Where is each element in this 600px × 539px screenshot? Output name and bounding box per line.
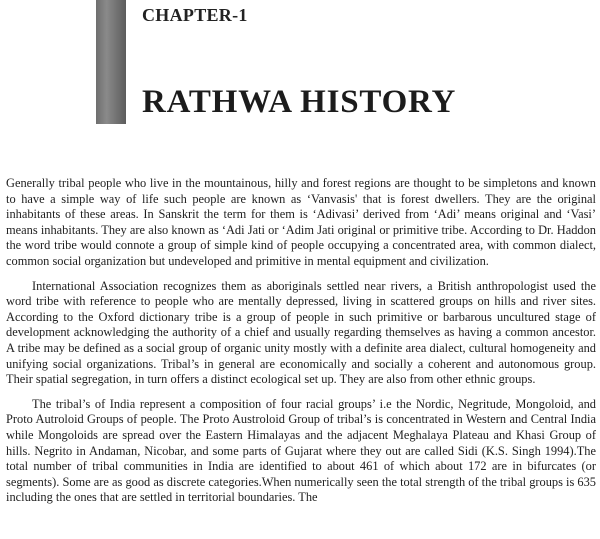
paragraph-1: Generally tribal people who live in the mountainous, hilly and forest regions are thought to be simpletons and known to have a simple way of life such people are known as ‘Vanvasis' that is forest dwellers. They are the original inhabitants of these areas. In Sanskrit the term for them is ‘Adivasi’ derived from ‘Adi’ means original and ‘Vasi’ means inhabitants. They are also known as ‘Adi Jati or ‘Adim Jati original or primitive tribe. According to Dr. Haddon the word tribe would connote a group of simple kind of people occupying a concentrated area, with common dialect, common social organization but undeveloped and primitive in mental equipment and civilization. [6,176,596,268]
paragraph-3: The tribal’s of India represent a composition of four racial groups’ i.e the Nordic, Negritude, Mongoloid, and Proto Autroloid Groups of people. The Proto Austroloid Group of tribal’s is concentrated in Western and Central India while Mongoloids are spread over the Eastern Himalayas and the adjacent Meghalaya Plateau and Khasi Group of hills. Negrito in Andaman, Nicobar, and some parts of Gujarat where they out are called Sidi (K.S. Singh 1994).The total number of tribal communities in India are identified to about 461 of which about 172 are in bifurcates (or segments). Some are as good as discrete categories.When numerically seen the total strength of the tribal groups is 635 including the ones that are settled in territorial boundaries. The [6,396,596,505]
paragraph-2: International Association recognizes them as aboriginals settled near rivers, a British anthropologist used the word tribe with reference to people who are mentally depressed, living in scattered groups on hills and river sites. According to the Oxford dictionary tribe is a group of people in such primitive or barbarous uncultured stage of development acknowledging the authority of a chief and usually regarding themselves as having a common ancestor. A tribe may be defined as a social group of organic unity mostly with a definite area dialect, cultural homogeneity and unifying social organizations. Tribal’s in general are economically and socially a coherent and autonomous group. Their spatial segregation, in turn offers a distinct ecological set up. They are also from other ethnic groups. [6,278,596,387]
chapter-number: CHAPTER-1 [142,5,248,25]
body-text [6,176,596,515]
chapter-heading-bar [96,0,126,124]
chapter-title: RATHWA HISTORY [142,84,457,120]
